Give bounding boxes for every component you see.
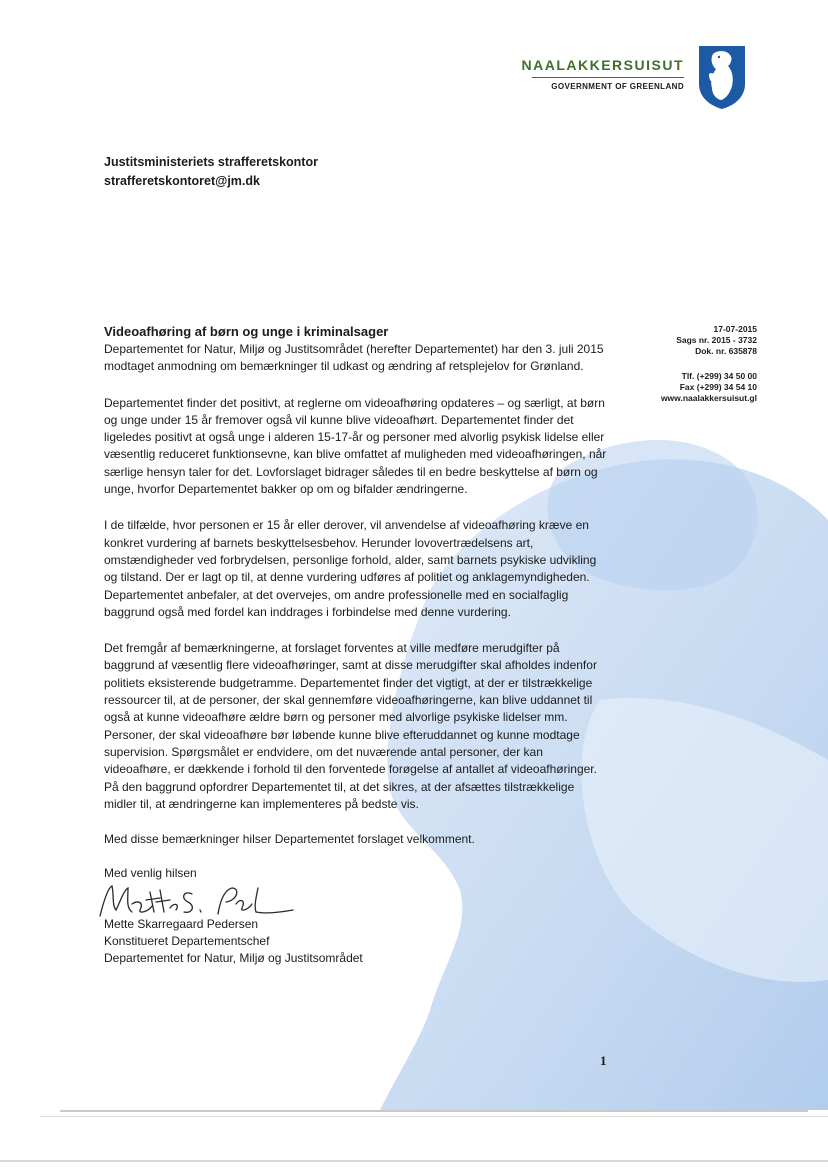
paragraph: Departementet finder det positivt, at reglerne om videoafhøring opdateres – og særligt, at børn og unge under 15 år fremover også vil kunne blive videoafhørt. Departementet finder det ligeledes positivt at også unge i alderen 15-17-år og personer med alvorlig psykisk lidelse eller væsentlig reduceret funktionsevne, kan blive omfattet af muligheden med videoafhøringen, når særlige hensyn taler for det. Lovforslaget bidrager således til en bedre beskyttelse af børn og unge, hvorfor Departementet bakker op om og bifalder ændringerne. [104, 395, 607, 497]
closing-remark: Med disse bemærkninger hilser Departementet forslaget velkomment. [104, 832, 475, 847]
footer-rule [60, 1110, 808, 1112]
signer-name: Mette Skarregaard Pedersen [104, 917, 259, 932]
reference-gap [661, 357, 757, 371]
org-name: NAALAKKERSUISUT [521, 57, 684, 73]
letterhead [522, 57, 685, 91]
polar-bear-crest-icon [697, 44, 747, 110]
bottom-rule [0, 1160, 828, 1162]
fax-number: Fax (+299) 34 54 10 [679, 382, 757, 392]
recipient-block [104, 153, 318, 191]
letterhead-divider [532, 77, 684, 78]
footer-rule [40, 1116, 828, 1117]
page-number: 1 [600, 1053, 607, 1068]
signer-title: Konstitueret Departementschef [104, 934, 270, 949]
website: www.naalakkersuisut.gl [660, 393, 757, 403]
signer-department: Departementet for Natur, Miljø og Justitsområdet [104, 951, 363, 966]
letter-body [104, 324, 610, 967]
case-number: Sags nr. 2015 - 3732 [676, 335, 757, 345]
greeting: Med venlig hilsen [104, 866, 197, 881]
letter-subject: Videoafhøring af børn og unge i kriminalsager [104, 324, 389, 339]
recipient-name: Justitsministeriets strafferetskontor [104, 155, 318, 169]
paragraph: Departementet for Natur, Miljø og Justitsområdet (herefter Departementet) har den 3. juli 2015 modtaget anmodning om bemærkninger til udkast og ændring af retsplejelov for Grønland. [104, 342, 604, 374]
letter-date: 17-07-2015 [713, 324, 757, 334]
paragraph: I de tilfælde, hvor personen er 15 år eller derover, vil anvendelse af videoafhøring kræve en konkret vurdering af barnets beskyttelsesbehov. Herunder lovovertrædelsens art, omstændigheder ved forbrydelsen, personlige forhold, alder, samt barnets psykiske udvikling og tilstand. Der er lagt op til, at denne vurdering udføres af politiet og anklagemyndigheden. Departementet anbefaler, at det overvejes, om andre professionelle med en socialfaglig baggrund også med fordel kan inddrages i forbindelse med denne vurdering. [104, 518, 597, 619]
footer-band [0, 1098, 828, 1138]
reference-block [661, 324, 757, 404]
paragraph: Det fremgår af bemærkningerne, at forslaget forventes at ville medføre merudgifter på baggrund af væsentlig flere videoafhøringer, samt at disse merudgifter skal afholdes indenfor politiets eksisterende budgetramme. Departementet finder det vigtigt, at der er tilstrækkelige ressourcer til, at de personer, der skal gennemføre videoafhøringerne, kan blive uddannet til også at kunne videoafhøre ældre børn og personer med alvorlige psykiske lidelser mm. Personer, der skal videoafhøre bør løbende kunne blive efteruddannet og kunne modtage supervision. Spørgsmålet er endvidere, om det nuværende antal personer, der kan videoafhøre, er dækkende i forhold til den forventede forøgelse af antallet af videoafhøringer. På den baggrund opfordrer Departementet til, at det sikres, at der afsættes tilstrækkelige midler til, at ændringerne kan implementeres på bedste vis. [104, 641, 597, 811]
phone-number: Tlf. (+299) 34 50 00 [681, 371, 757, 381]
recipient-email: strafferetskontoret@jm.dk [104, 174, 260, 188]
document-number: Dok. nr. 635878 [695, 346, 757, 356]
org-subtitle: GOVERNMENT OF GREENLAND [551, 82, 684, 91]
